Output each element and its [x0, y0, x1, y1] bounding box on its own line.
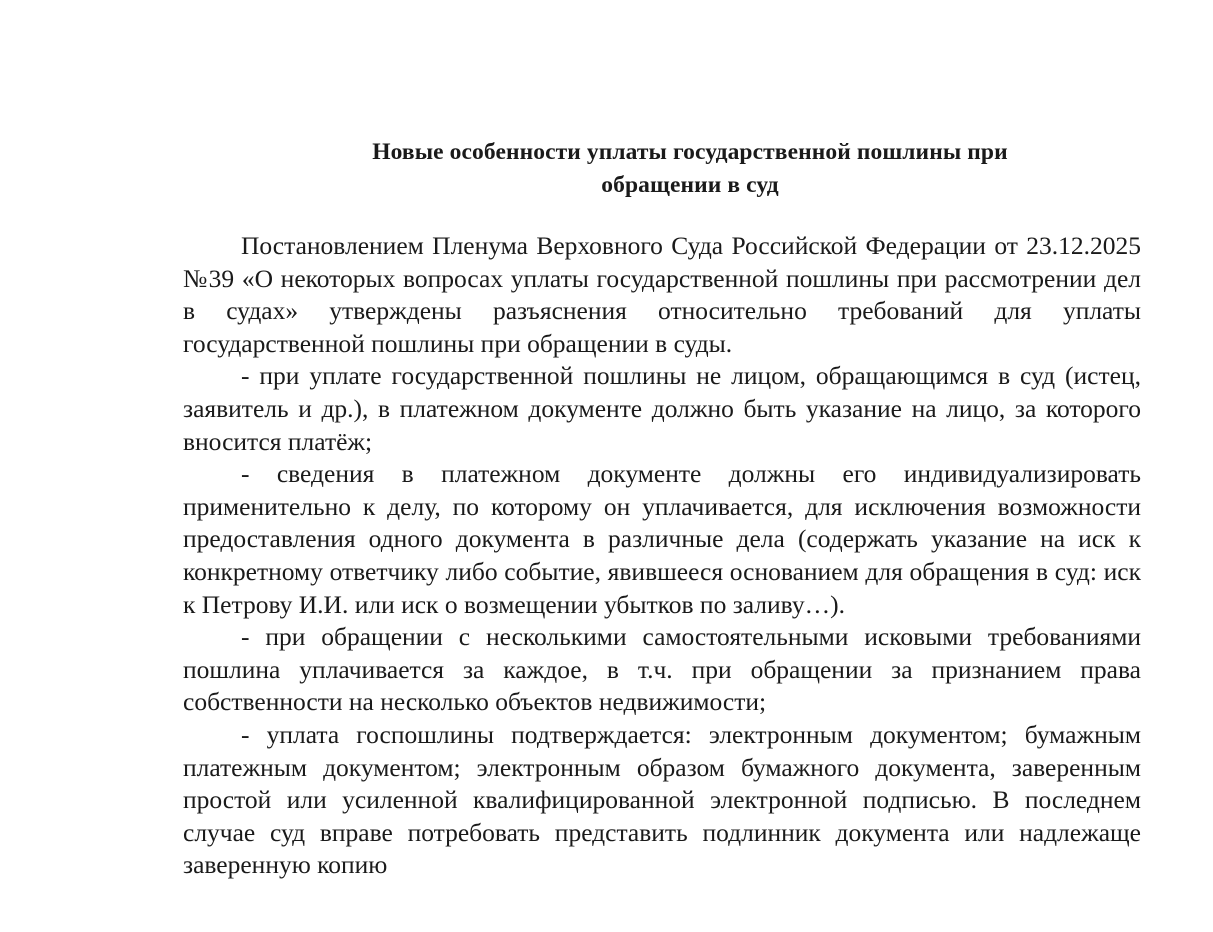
paragraph-item-confirmation: - уплата госпошлины подтверждается: электронным документом; бумажным платежным документом; электронным образом бумажного документа, заверенным простой или усиленной квалифицированной электронной подписью. В последнем случае суд вправе потребовать представить подлинник документа или надлежаще заверенную копию [183, 719, 1141, 880]
paragraph-item-payer: - при уплате государственной пошлины не лицом, обращающимся в суд (истец, заявитель и др.), в платежном документе должно быть указание на лицо, за которого вносится платёж; [183, 361, 1141, 456]
paragraph-item-individualization: - сведения в платежном документе должны его индивидуализировать применительно к делу, по которому он уплачивается, для исключения возможности предоставления одного документа в различные дела (содержать указание на иск к конкретному ответчику либо событие, явившееся основанием для обращения в суд: иск к Петрову И.И. или иск о возмещении убытков по заливу…). [183, 459, 1141, 619]
paragraph-intro: Постановлением Пленума Верховного Суда Российской Федерации от 23.12.2025 №39 «О некоторых вопросах уплаты государственной пошлины при рассмотрении дел в судах» утверждены разъяснения относительно требований для уплаты государственной пошлины при обращении в суды. [183, 231, 1141, 358]
paragraph-item-multiple-claims: - при обращении с несколькими самостоятельными исковыми требованиями пошлина уплачивается за каждое, в т.ч. при обращении за признанием права собственности на несколько объектов недвижимости; [183, 622, 1141, 717]
document-title [270, 136, 1110, 202]
title-line-2: обращении в суд [601, 172, 779, 198]
title-line-1: Новые особенности уплаты государственной пошлины при [372, 139, 1008, 165]
document-body [183, 230, 1141, 882]
